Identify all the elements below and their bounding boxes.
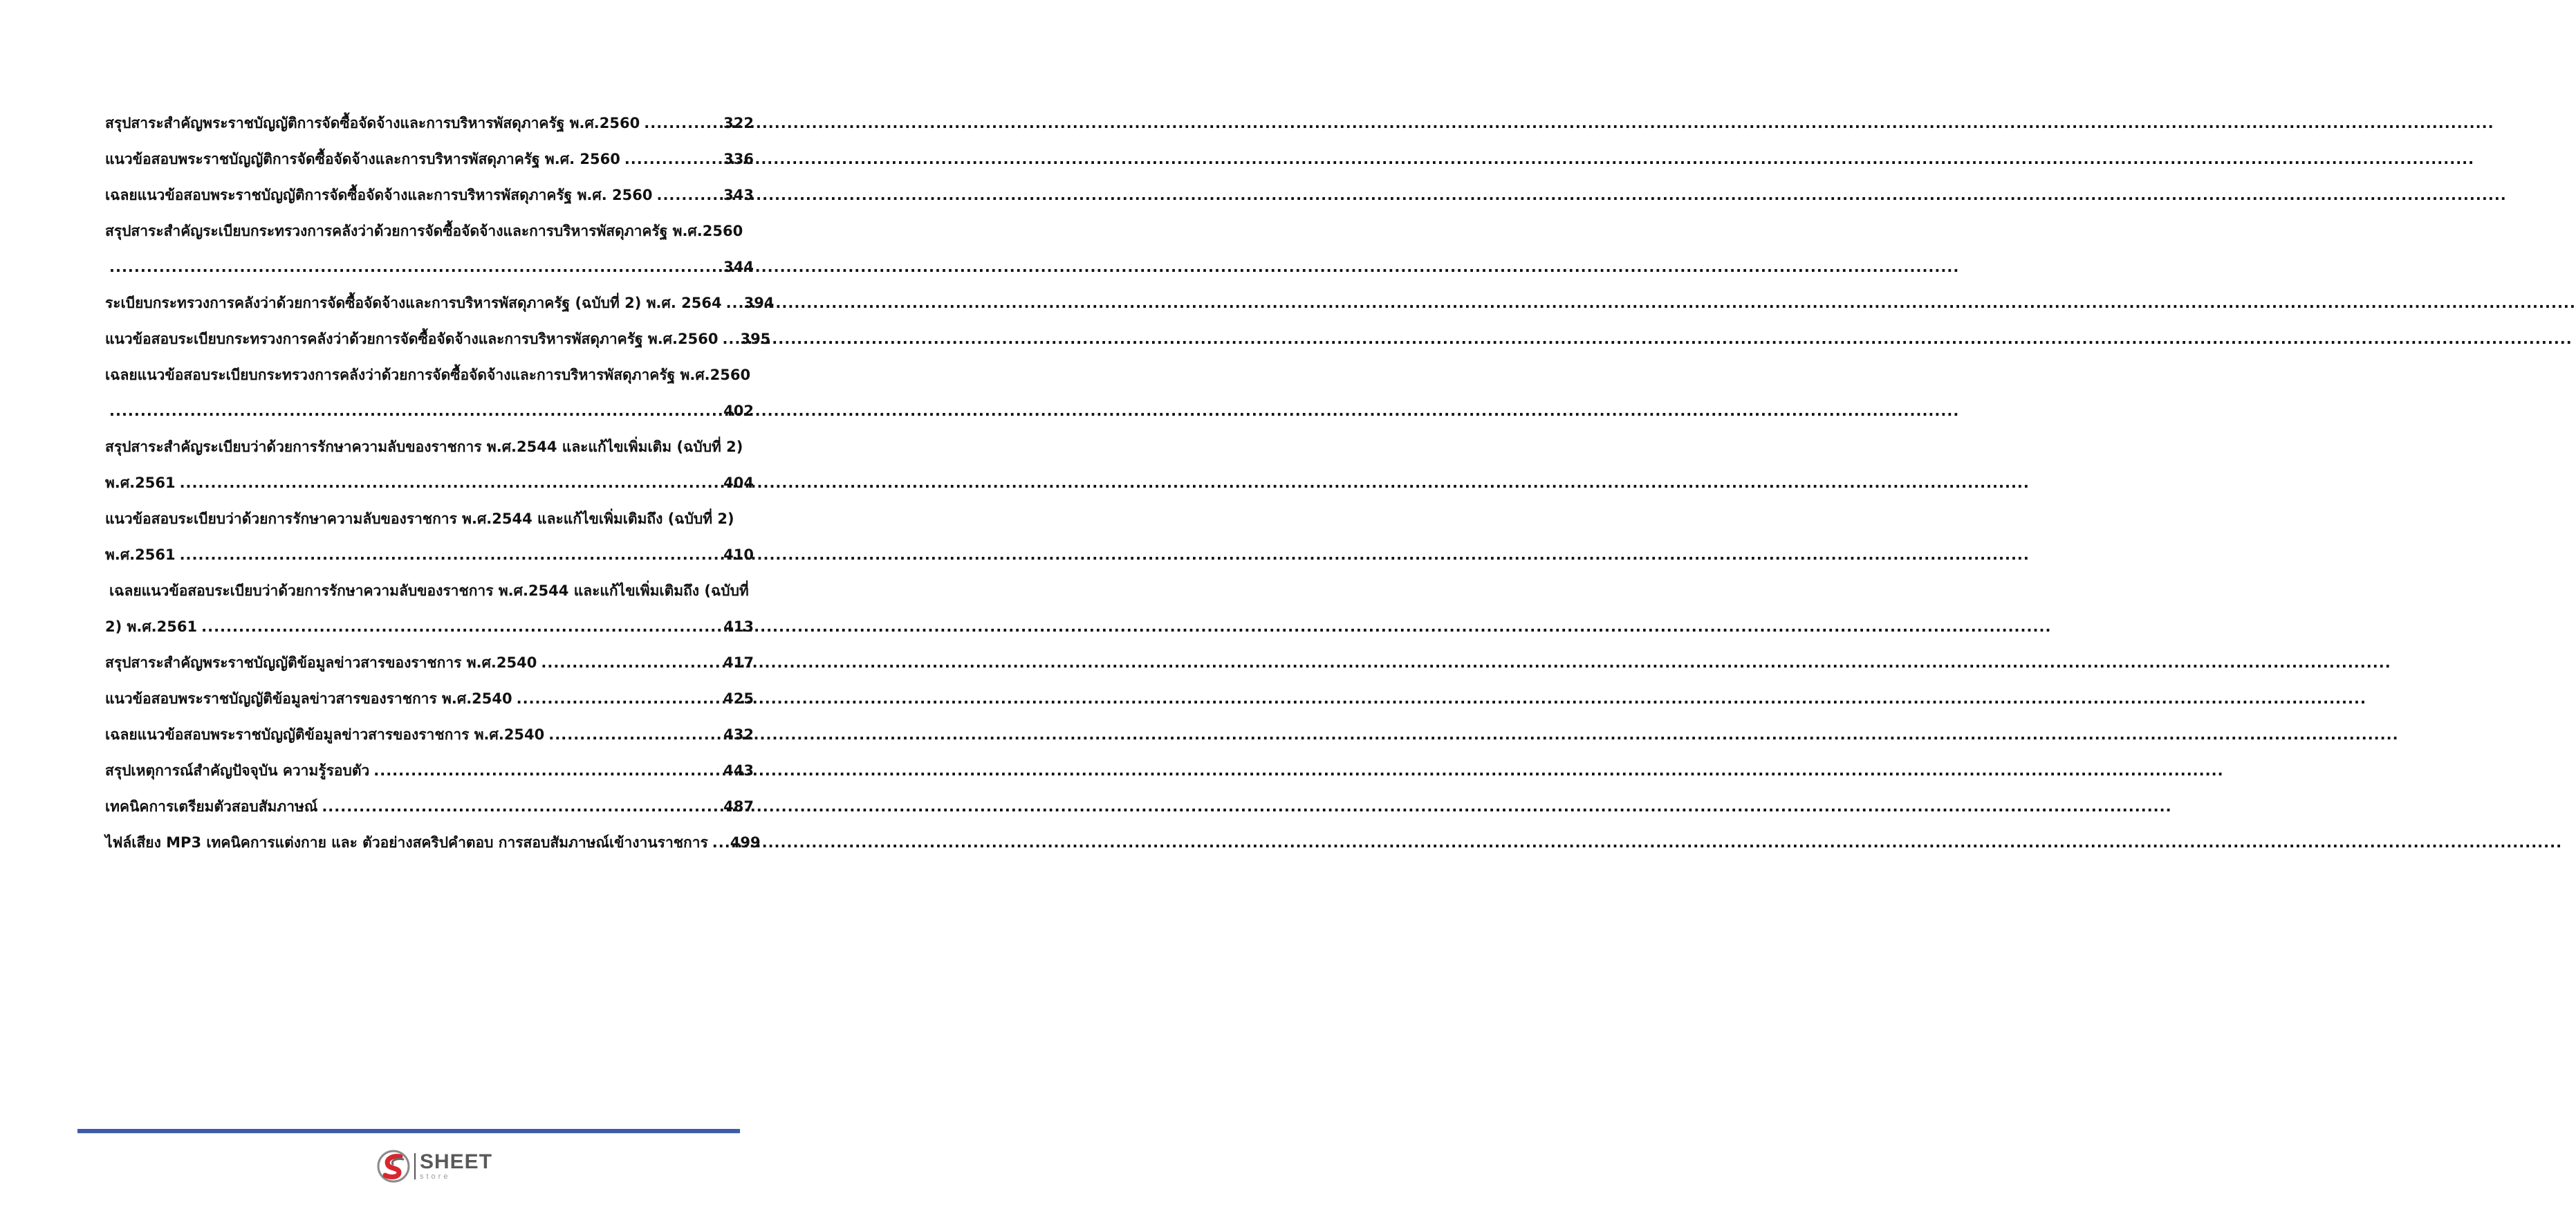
toc-entry[interactable] [105, 573, 754, 645]
toc-dot-leader [624, 141, 719, 177]
toc-entry[interactable] [105, 141, 754, 177]
toc-entry[interactable] [105, 105, 754, 141]
toc-page-number: 343 [723, 187, 754, 203]
toc-entry-title: เฉลยแนวข้อสอบพระราชบัญญัติการจัดซื้อจัดจ้างและการบริหารพัสดุภาครัฐ พ.ศ. 2560 [105, 187, 653, 203]
toc-page-number: 410 [723, 546, 754, 563]
toc-page-number: 344 [723, 259, 754, 275]
logo-word: SHEET [420, 1150, 493, 1173]
toc-entry[interactable] [105, 321, 771, 357]
toc-dot-leader [541, 645, 719, 681]
toc-entry[interactable] [105, 213, 754, 285]
sheet-store-logo-icon [376, 1148, 411, 1184]
toc-entry[interactable] [105, 501, 754, 573]
toc-entry-title-line: แนวข้อสอบระเบียบว่าด้วยการรักษาความลับของราชการ พ.ศ.2544 และแก้ไขเพิ่มเติมถึง (ฉบับที่ 2) [105, 511, 734, 527]
toc-dot-leader [109, 249, 719, 285]
toc-page-number: 487 [723, 798, 754, 815]
toc-entry-title: เทคนิคการเตรียมตัวสอบสัมภาษณ์ [105, 798, 318, 815]
toc-dot-leader [109, 393, 719, 429]
toc-entry[interactable] [105, 645, 754, 681]
toc-dot-leader [180, 465, 720, 501]
toc-dot-leader [548, 717, 719, 753]
toc-page-number: 336 [723, 151, 754, 167]
toc-dot-leader [322, 789, 719, 825]
toc-entry[interactable] [105, 177, 754, 213]
toc-page-number: 395 [740, 331, 771, 347]
toc-entry[interactable] [105, 681, 754, 717]
toc-entry-title: พ.ศ.2561 [105, 475, 176, 491]
toc-entry-title: สรุปสาระสำคัญพระราชบัญญัติการจัดซื้อจัดจ้างและการบริหารพัสดุภาครัฐ พ.ศ.2560 [105, 115, 640, 131]
toc-page-number: 443 [723, 762, 754, 779]
toc-entry-title: ระเบียบกระทรวงการคลังว่าด้วยการจัดซื้อจัดจ้างและการบริหารพัสดุภาครัฐ (ฉบับที่ 2) พ.ศ. 2564 [105, 295, 722, 311]
toc-entry-title: แนวข้อสอบพระราชบัญญัติการจัดซื้อจัดจ้างและการบริหารพัสดุภาครัฐ พ.ศ. 2560 [105, 151, 620, 167]
toc-entry[interactable] [105, 357, 754, 429]
toc-page-number: 425 [723, 690, 754, 707]
toc-entry-title: พ.ศ.2561 [105, 546, 176, 563]
toc-page-number: 404 [723, 475, 754, 491]
toc-entry-title: เฉลยแนวข้อสอบพระราชบัญญัติข้อมูลข่าวสารของราชการ พ.ศ.2540 [105, 726, 545, 743]
toc-entry[interactable] [105, 429, 754, 501]
toc-entry-title: แนวข้อสอบระเบียบกระทรวงการคลังว่าด้วยการจัดซื้อจัดจ้างและการบริหารพัสดุภาครัฐ พ.ศ.2560 [105, 331, 719, 347]
toc-page-number: 322 [723, 115, 754, 131]
footer-divider [77, 1129, 740, 1133]
toc-entry-title: ไฟล์เสียง MP3 เทคนิคการแต่งกาย และ ตัวอย่างสคริปคำตอบ การสอบสัมภาษณ์เข้างานราชการ [105, 834, 708, 851]
toc-dot-leader [722, 321, 736, 357]
toc-entry-title: แนวข้อสอบพระราชบัญญัติข้อมูลข่าวสารของราชการ พ.ศ.2540 [105, 690, 512, 707]
toc-dot-leader [517, 681, 720, 717]
toc-entry-title: สรุปเหตุการณ์สำคัญปัจจุบัน ความรู้รอบตัว [105, 762, 370, 779]
toc-dot-leader [201, 609, 719, 645]
toc-page-number: 413 [723, 618, 754, 635]
toc-page-number: 432 [723, 726, 754, 743]
toc-page-number: 417 [723, 654, 754, 671]
toc-dot-leader [180, 537, 720, 573]
toc-entry-title-line: เฉลยแนวข้อสอบระเบียบกระทรวงการคลังว่าด้วยการจัดซื้อจัดจ้างและการบริหารพัสดุภาครัฐ พ.ศ.2560 [105, 367, 751, 383]
toc-entry[interactable] [105, 285, 775, 321]
toc-dot-leader [656, 177, 719, 213]
sheet-store-logo [376, 1148, 500, 1184]
toc-entry-title-line: สรุปสาระสำคัญระเบียบกระทรวงการคลังว่าด้วยการจัดซื้อจัดจ้างและการบริหารพัสดุภาครัฐ พ.ศ.2560 [105, 223, 743, 239]
toc-page-number: 394 [743, 295, 775, 311]
table-of-contents [105, 105, 775, 861]
logo-separator [414, 1153, 416, 1179]
toc-page-number: 402 [723, 403, 754, 419]
toc-entry[interactable] [105, 717, 754, 753]
toc-entry-title-line: เฉลยแนวข้อสอบระเบียบว่าด้วยการรักษาความลับของราชการ พ.ศ.2544 และแก้ไขเพิ่มเติมถึง (ฉบับที่ [109, 582, 749, 599]
toc-entry[interactable] [105, 753, 754, 789]
toc-dot-leader [726, 285, 740, 321]
toc-dot-leader [712, 825, 726, 861]
toc-page-number: 499 [730, 834, 761, 851]
toc-dot-leader [373, 753, 719, 789]
toc-entry-title: 2) พ.ศ.2561 [105, 618, 198, 635]
toc-entry[interactable] [105, 789, 754, 825]
toc-entry-title: สรุปสาระสำคัญพระราชบัญญัติข้อมูลข่าวสารของราชการ พ.ศ.2540 [105, 654, 537, 671]
toc-entry[interactable] [105, 825, 761, 861]
logo-text [420, 1152, 492, 1181]
toc-dot-leader [644, 105, 719, 141]
logo-subword: store [420, 1172, 451, 1181]
toc-entry-title-line: สรุปสาระสำคัญระเบียบว่าด้วยการรักษาความลับของราชการ พ.ศ.2544 และแก้ไขเพิ่มเติม (ฉบับที่ 2) [105, 439, 743, 455]
